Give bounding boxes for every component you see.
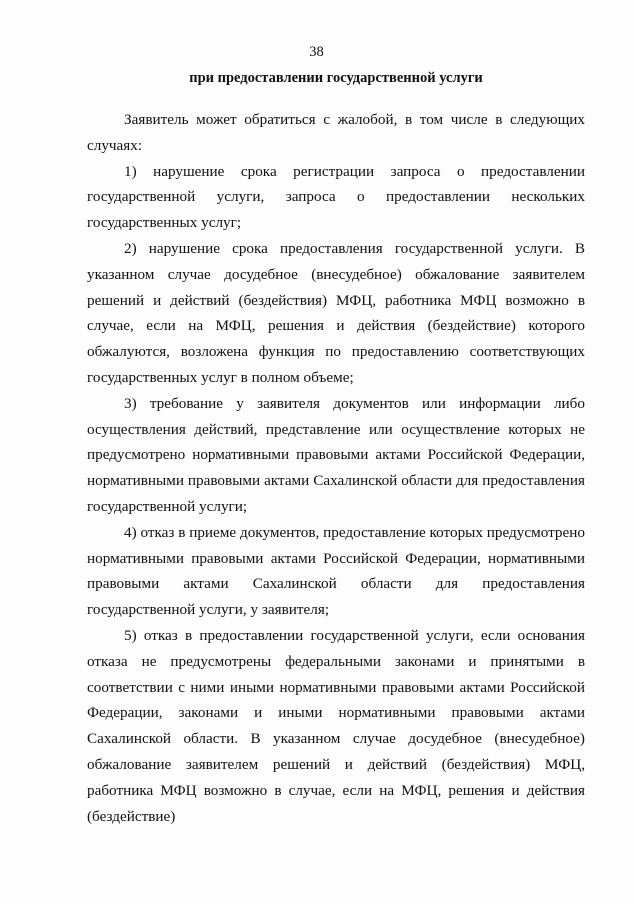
paragraph-intro: Заявитель может обратиться с жалобой, в том числе в следующих случаях: xyxy=(87,111,585,154)
paragraph-item-5: 5) отказ в предоставлении государственной услуги, если основания отказа не предусмотрены федеральными законами и принятыми в соответствии с ними иными нормативными правовыми актами Российской Федерации, законами и иными нормативными правовыми актами Сахалинской области. В указанном случае досудебное (внесудебное) обжалование заявителем решений и действий (бездействия) МФЦ, работника МФЦ возможно в случае, если на МФЦ, решения и действия (бездействие) xyxy=(87,626,585,825)
paragraph-item-2: 2) нарушение срока предоставления государственной услуги. В указанном случае досудебное (внесудебное) обжалование заявителем решений и действий (бездействия) МФЦ, работника МФЦ возможно в случае, если на МФЦ, решения и действия (бездействие) которого обжалуются, возложена функция по предоставлению соответствующих государственных услуг в полном объеме; xyxy=(87,239,585,386)
paragraph-item-3: 3) требование у заявителя документов или информации либо осуществления действий, представление или осуществление которых не предусмотрено нормативными правовыми актами Российской Федерации, нормативными правовыми актами Сахалинской области для предоставления государственной услуги; xyxy=(87,394,585,515)
section-heading: при предоставлении государственной услуги xyxy=(189,70,483,86)
page-number: 38 xyxy=(309,44,324,60)
paragraph-item-4: 4) отказ в приеме документов, предоставление которых предусмотрено нормативными правовыми актами Российской Федерации, нормативными правовыми актами Сахалинской области для предоставления государственной услуги, у заявителя; xyxy=(87,523,585,619)
paragraph-item-1: 1) нарушение срока регистрации запроса о предоставлении государственной услуги, запроса о предоставлении нескольких государственных услуг; xyxy=(87,162,585,232)
document-body xyxy=(87,107,585,829)
